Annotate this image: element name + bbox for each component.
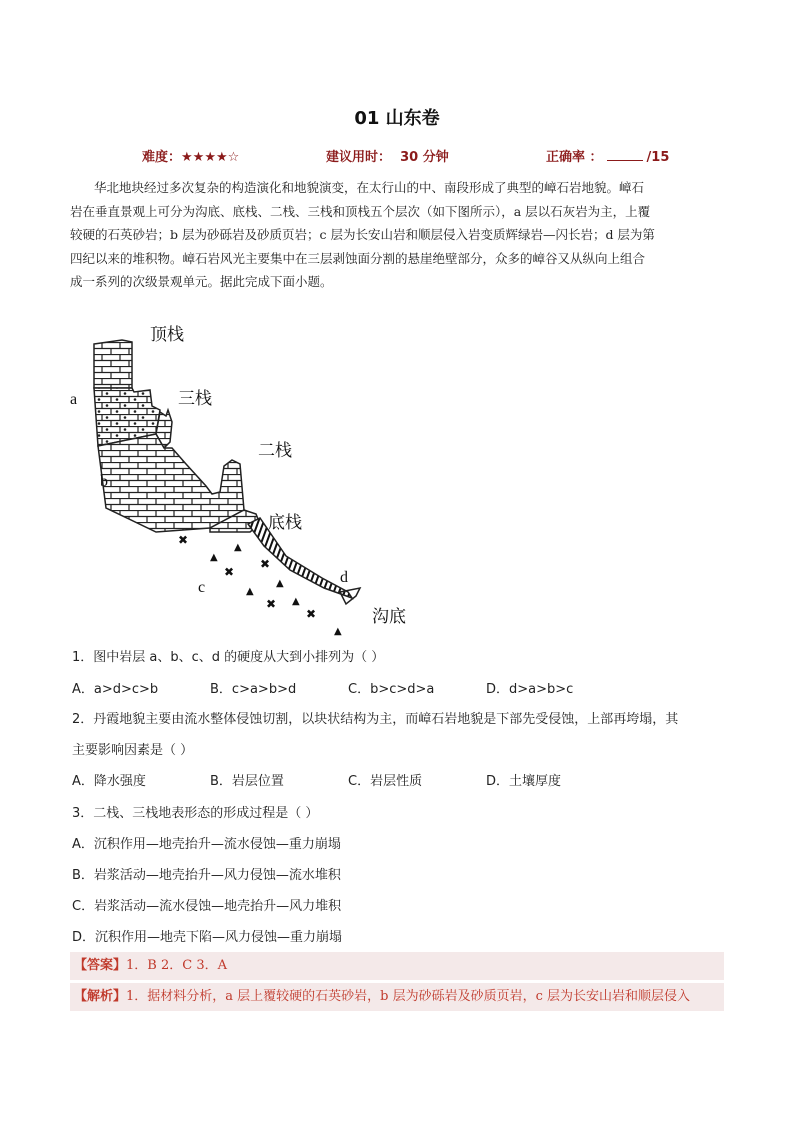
label-bottom-ledge: 底栈 (268, 513, 302, 532)
option[interactable]: C．岩浆活动—流水侵蚀—地壳抬升—风力堆积 (72, 899, 342, 914)
analysis-text: 1．据材料分析，a 层上覆较硬的石英砂岩，b 层为砂砾岩及砂质页岩，c 层为长安山岩和顺层侵入 (126, 989, 691, 1004)
accuracy-blank[interactable] (607, 148, 643, 161)
svg-text:▲: ▲ (292, 596, 300, 607)
svg-text:▲: ▲ (234, 542, 242, 553)
option[interactable]: C．岩层性质 (348, 774, 423, 789)
answer-text: 1．B 2．C 3．A (126, 958, 227, 973)
svg-text:▲: ▲ (276, 578, 284, 589)
accuracy-total: /15 (646, 150, 670, 165)
label-top-ledge: 顶栈 (150, 325, 184, 344)
difficulty-stars: ★★★★☆ (181, 150, 240, 165)
question-3-stem: 3．二栈、三栈地表形态的形成过程是（ ） (72, 806, 319, 821)
intro-line: 四纪以来的堆积物。嶂石岩风光主要集中在三层剥蚀面分割的悬崖绝壁部分，众多的嶂谷又从纵向上组合 (70, 250, 646, 266)
accuracy-label: 正确率 ： (546, 150, 603, 165)
intro-line: 成一系列的次级景观单元。据此完成下面小题。 (70, 274, 333, 289)
intro-line: 较硬的石英砂岩；b 层为砂砾岩及砂质页岩；c 层为长安山岩和顺层侵入岩变质辉绿岩—闪长岩；d 层为第 (70, 227, 655, 242)
layer-b-body (98, 434, 244, 532)
option[interactable]: B．c>a>b>d (210, 682, 297, 697)
option[interactable]: B．岩层位置 (210, 774, 284, 789)
svg-text:✖: ✖ (260, 557, 271, 571)
question-2-stem-line1: 2．丹霞地貌主要由流水整体侵蚀切割，以块状结构为主，而嶂石岩地貌是下部先受侵蚀，上部再垮塌，其 (72, 712, 679, 727)
accuracy (546, 146, 669, 165)
answer-tag: 【答案】 (74, 958, 127, 973)
analysis-bar (70, 983, 724, 1011)
question-1-stem: 1．图中岩层 a、b、c、d 的硬度从大到小排列为（ ） (72, 650, 385, 665)
label-gully-bottom: 沟底 (372, 607, 406, 626)
page-title: 01 山东卷 (354, 108, 440, 129)
svg-text:▲: ▲ (334, 626, 342, 637)
intro-passage (70, 176, 722, 294)
svg-text:▲: ▲ (246, 586, 254, 597)
label-layer-d: d (340, 569, 348, 586)
question-2-stem-line2: 主要影响因素是（ ） (72, 743, 194, 758)
label-layer-a: a (70, 391, 78, 408)
difficulty-label: 难度： (142, 150, 182, 165)
analysis-tag: 【解析】 (74, 989, 127, 1004)
cliff-cross-section-figure (60, 318, 440, 640)
label-layer-b: b (100, 473, 108, 490)
option[interactable]: D．d>a>b>c (486, 682, 574, 697)
option[interactable]: A．a>d>c>b (72, 682, 159, 697)
svg-text:▲: ▲ (210, 552, 218, 563)
option[interactable]: A．沉积作用—地壳抬升—流水侵蚀—重力崩塌 (72, 837, 341, 852)
time-label: 建议用时： (326, 150, 392, 165)
svg-text:✖: ✖ (178, 533, 189, 547)
svg-text:✖: ✖ (224, 565, 235, 579)
layer-a-top-cap (94, 340, 132, 388)
svg-text:✖: ✖ (306, 607, 317, 621)
svg-text:✖: ✖ (266, 597, 277, 611)
difficulty (142, 146, 239, 165)
intro-line: 华北地块经过多次复杂的构造演化和地貌演变，在太行山的中、南段形成了典型的嶂石岩地貌。嶂石 (94, 180, 645, 195)
option[interactable]: D．沉积作用—地壳下陷—风力侵蚀—重力崩塌 (72, 930, 343, 945)
suggested-time (326, 146, 449, 165)
label-third-ledge: 三栈 (178, 389, 212, 408)
option[interactable]: A．降水强度 (72, 774, 146, 789)
option[interactable]: C．b>c>d>a (348, 682, 435, 697)
option[interactable]: B．岩浆活动—地壳抬升—风力侵蚀—流水堆积 (72, 868, 341, 883)
label-layer-c: c (198, 579, 206, 596)
option[interactable]: D．土壤厚度 (486, 774, 562, 789)
answer-bar (70, 952, 724, 980)
label-second-ledge: 二栈 (258, 441, 292, 460)
time-value: 30 分钟 (400, 150, 449, 165)
intro-line: 岩在垂直景观上可分为沟底、底栈、二栈、三栈和顶栈五个层次（如下图所示），a 层以石灰岩为主，上覆 (70, 203, 651, 219)
